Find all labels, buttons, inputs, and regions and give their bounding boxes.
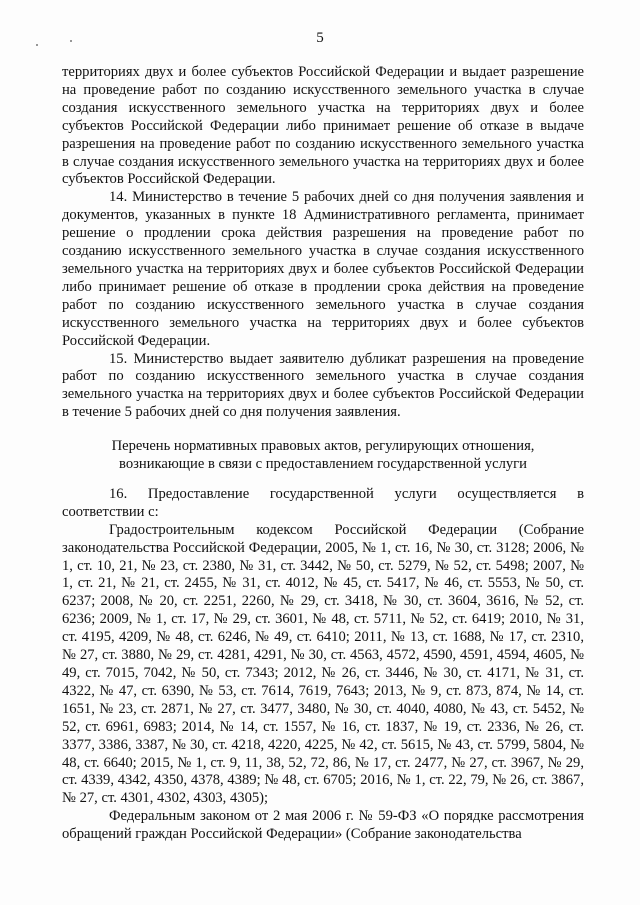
paragraph-federal-law-59: Федеральным законом от 2 мая 2006 г. № 59-ФЗ «О порядке рассмотрения обращений граждан Российской Федерации» (Собрание законодательства (62, 808, 584, 843)
paragraph-town-planning-code: Градостроительным кодексом Российской Федерации (Собрание законодательства Российской Федерации, 2005, № 1, ст. 16, № 30, ст. 3128; 2006, № 1, ст. 10, 21, № 23, ст. 2380, № 31, ст. 3442, № 50, ст. 5279, № 52, ст. 5498; 2007, № 1, ст. 21, № 21, ст. 2455, № 31, ст. 4012, № 45, ст. 5417, № 46, ст. 5553, № 50, ст. 6237; 2008, № 20, ст. 2251, 2260, № 29, ст. 3418, № 30, ст. 3604, 3616, № 52, ст. 6236; 2009, № 1, ст. 17, № 29, ст. 3601, № 48, ст. 5711, № 52, ст. 6419; 2010, № 31, ст. 4195, 4209, № 48, ст. 6246, № 49, ст. 6410; 2011, № 13, ст. 1688, № 17, ст. 2310, № 27, ст. 3880, № 29, ст. 4281, 4291, № 30, ст. 4563, 4572, 4590, 4591, 4594, 4605, № 49, ст. 7015, 7042, № 50, ст. 7343; 2012, № 26, ст. 3446, № 30, ст. 4171, № 31, ст. 4322, № 47, ст. 6390, № 53, ст. 7614, 7619, 7643; 2013, № 9, ст. 873, 874, № 14, ст. 1651, № 23, ст. 2871, № 27, ст. 3477, 3480, № 30, ст. 4040, 4080, № 43, ст. 5452, № 52, ст. 6961, 6983; 2014, № 14, ст. 1557, № 16, ст. 1837, № 19, ст. 2336, № 26, ст. 3377, 3386, 3387, № 30, ст. 4218, 4220, 4225, № 42, ст. 5615, № 43, ст. 5799, 5804, № 48, ст. 6640; 2015, № 1, ст. 9, 11, 38, 52, 72, 86, № 17, ст. 2477, № 27, ст. 3967, № 29, ст. 4339, 4342, 4350, 4378, 4389; № 48, ст. 6705; 2016, № 1, ст. 22, 79, № 26, ст. 3867, № 27, ст. 4301, 4302, 4303, 4305); (62, 521, 584, 807)
paragraph-14: 14. Министерство в течение 5 рабочих дней со дня получения заявления и документов, указанных в пункте 18 Административного регламента, принимает решение о продлении срока действия разрешения на проведение работ по созданию искусственного земельного участка в случае создания искусственного земельного участка на территориях двух и более субъектов Российской Федерации либо принимает решение об отказе в продлении срока действия на проведение работ по созданию искусственного земельного участка в случае создания искусственного земельного участка на территориях двух и более субъектов Российской Федерации. (62, 189, 584, 349)
paragraph-continuation: территориях двух и более субъектов Российской Федерации и выдает разрешение на проведение работ по созданию искусственного земельного участка в случае создания искусственного земельного участка на территориях двух и более субъектов Российской Федерации либо принимает решение об отказе в выдаче разрешения на проведение работ по созданию искусственного земельного участка в случае создания искусственного земельного участка на территориях двух и более субъектов Российской Федерации. (62, 64, 584, 188)
page-number: 5 (316, 30, 324, 46)
paragraph-15: 15. Министерство выдает заявителю дубликат разрешения на проведение работ по созданию искусственного земельного участка в случае создания земельного участка на территориях двух и более субъектов Российской Федерации в течение 5 рабочих дней со дня получения заявления. (62, 350, 584, 421)
paragraph-16: 16. Предоставление государственной услуги осуществляется в соответствии с: (62, 485, 584, 520)
section-heading-line-2: возникающие в связи с предоставлением государственной услуги (119, 456, 527, 473)
section-heading (62, 438, 584, 474)
section-heading-line-1: Перечень нормативных правовых актов, регулирующих отношения, (111, 438, 535, 455)
document-body (62, 64, 584, 844)
